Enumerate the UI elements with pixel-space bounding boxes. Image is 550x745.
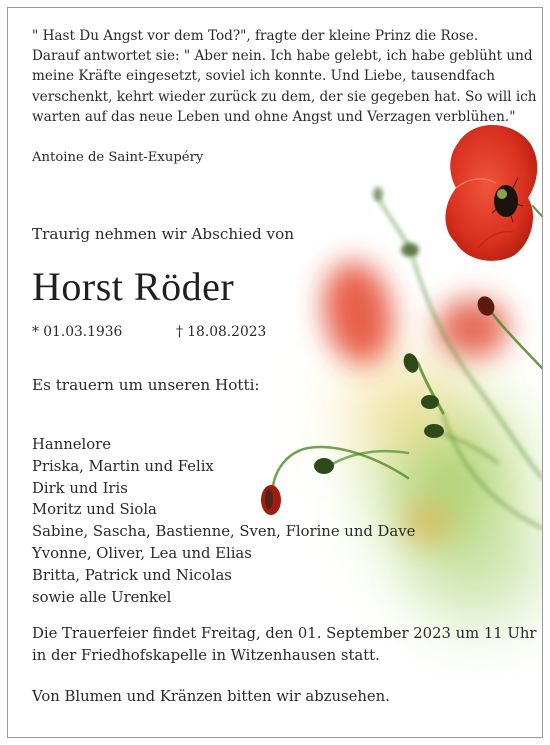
list-item: sowie alle Urenkel bbox=[32, 588, 172, 606]
mourners-list bbox=[32, 434, 415, 608]
quote-line: meine Kräfte eingesetzt, soviel ich konnte. Und Liebe, tausendfach bbox=[32, 68, 496, 85]
quote-line: Darauf antwortet sie: " Aber nein. Ich habe gelebt, ich habe geblüht und bbox=[32, 48, 533, 65]
quote-line: verschenkt, kehrt wieder zurück zu dem, der sie gegeben hat. So will ich bbox=[32, 88, 537, 105]
list-item: Sabine, Sascha, Bastienne, Sven, Florine und Dave bbox=[32, 523, 416, 541]
flowers-note: Von Blumen und Kränzen bitten wir abzusehen. bbox=[32, 688, 390, 705]
list-item: Britta, Patrick und Nicolas bbox=[32, 566, 232, 584]
poppy-flower-icon bbox=[445, 125, 537, 261]
ceremony-line: Die Trauerfeier findet Freitag, den 01. September 2023 um 11 Uhr bbox=[32, 625, 537, 642]
ceremony-line: in der Friedhofskapelle in Witzenhausen statt. bbox=[32, 646, 380, 664]
quote-line: " Hast Du Angst vor dem Tod?", fragte der kleine Prinz die Rose. bbox=[32, 28, 479, 44]
quote-author: Antoine de Saint-Exupéry bbox=[32, 150, 204, 165]
list-item: Priska, Martin und Felix bbox=[32, 457, 214, 475]
birth-date: * 01.03.1936 bbox=[32, 324, 123, 340]
list-item: Hannelore bbox=[32, 436, 112, 453]
death-date: † 18.08.2023 bbox=[176, 324, 267, 340]
farewell-intro: Traurig nehmen wir Abschied von bbox=[32, 225, 295, 243]
obituary-notice bbox=[7, 7, 543, 738]
list-item: Moritz und Siola bbox=[32, 501, 157, 519]
deceased-name: Horst Röder bbox=[32, 264, 235, 309]
ceremony-info bbox=[32, 623, 536, 667]
list-item: Yvonne, Oliver, Lea und Elias bbox=[32, 544, 252, 562]
quote-line: warten auf das neue Leben und ohne Angst und Verzagen verblühen." bbox=[32, 108, 516, 125]
mourners-heading: Es trauern um unseren Hotti: bbox=[32, 376, 260, 394]
list-item: Dirk und Iris bbox=[32, 479, 128, 497]
poem-quote bbox=[32, 26, 537, 127]
